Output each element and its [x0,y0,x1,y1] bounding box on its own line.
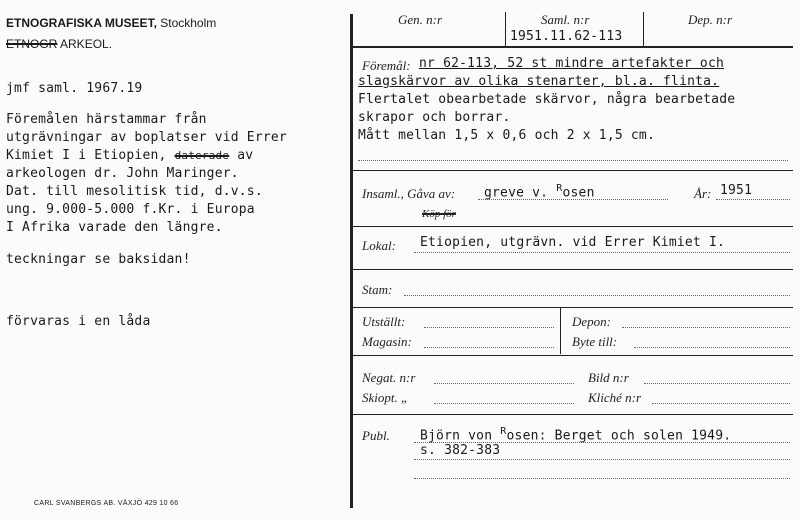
insaml-dotline [478,199,668,200]
storage-note: förvaras i en låda [6,314,151,329]
gen-label: Gen. n:r [398,12,443,27]
foremal-line: Mått mellan 1,5 x 0,6 och 2 x 1,5 cm. [358,128,655,143]
insaml-value-line [484,183,595,200]
description-line: arkeologen dr. John Maringer. [6,166,239,181]
stam-label: Stam: [362,282,393,297]
ar-label: År: [694,186,712,201]
lokal-label: Lokal: [362,238,396,253]
insaml-rule [353,226,793,227]
depon-label: Depon: [572,314,611,329]
description-line: Föremålen härstammar från [6,112,207,127]
kliche-label: Kliché n:r [588,390,642,405]
kop-struck: Köp för [422,208,456,220]
foremal-label: Föremål: [362,58,411,73]
photo-rule [353,414,793,415]
gen-divider [505,12,506,46]
publ-sup: R [500,426,507,437]
publ-line-2: s. 382-383 [420,443,501,458]
museum-name: ETNOGRAFISKA MUSEET, [6,16,157,30]
publ-title: osen: Berget och solen 1949. [506,428,732,444]
insaml-rest: osen [562,185,595,201]
byte-label: Byte till: [572,334,618,349]
header-rule [353,46,793,48]
museum-header [6,16,216,30]
skiopt-dotline [434,403,574,404]
saml-value: 1951.11.62-113 [510,29,623,44]
lokal-rule [353,269,793,270]
publ-line-1 [420,426,731,443]
description-line: Kimiet I i Etiopien, [6,148,167,163]
foremal-line: slagskärvor av olika stenarter, bl.a. flinta. [358,74,720,89]
ar-value: 1951 [720,183,753,198]
printer-imprint: CARL SVANBERGS AB. VÄXJÖ 429 10 66 [34,500,179,507]
publ-dotline-2 [414,459,790,460]
negat-label: Negat. n:r [362,370,416,385]
saml-divider [643,12,644,46]
utstallt-label: Utställt: [362,314,406,329]
department-struck: ETNOGR [6,37,58,51]
kliche-dotline [652,403,790,404]
foremal-line: nr 62-113, 52 st mindre artefakter och [419,56,725,71]
stam-dotline [404,295,790,296]
lokal-dotline [414,252,790,253]
depon-dotline [622,327,790,328]
bild-dotline [644,383,790,384]
reference-note: jmf saml. 1967.19 [6,81,143,96]
publ-author: Björn von [420,428,501,444]
utstallt-dotline [424,327,554,328]
publ-dotline-3 [414,478,790,479]
magasin-dotline [424,347,554,348]
storage-rule [353,355,793,356]
foremal-line: Flertalet obearbetade skärvor, några bearbetade [358,92,736,107]
description-line: ung. 9.000-5.000 f.Kr. i Europa [6,202,255,217]
description-line: I Afrika varade den längre. [6,220,223,235]
description-line: utgrävningar av boplatser vid Errer [6,130,287,145]
insaml-sup: R [556,183,563,194]
foremal-rule [353,170,793,171]
card-left-border [350,14,353,508]
description-line: Dat. till mesolitisk tid, d.v.s. [6,184,263,199]
drawings-note: teckningar se baksidan! [6,252,191,267]
museum-city: Stockholm [160,16,217,30]
ar-dotline [716,199,790,200]
storage-divider [560,308,561,354]
skiopt-label: Skiopt. „ [362,390,409,405]
description-line-end: av [237,148,254,163]
insaml-label: Insaml., Gåva av: [362,186,456,201]
insaml-prefix: greve v. [484,185,557,201]
negat-dotline [434,383,574,384]
byte-dotline [634,347,790,348]
dep-label: Dep. n:r [688,12,733,27]
department-line [6,37,112,51]
foremal-dotline [358,160,788,161]
description-line-3 [6,148,253,163]
struck-word: daterade [174,149,230,162]
saml-label: Saml. n:r [541,12,590,27]
bild-label: Bild n:r [588,370,629,385]
foremal-line: skrapor och borrar. [358,110,511,125]
stam-rule [353,307,793,308]
magasin-label: Magasin: [362,334,412,349]
department: ARKEOL. [60,37,113,51]
publ-label: Publ. [362,428,390,443]
lokal-value: Etiopien, utgrävn. vid Errer Kimiet I. [420,235,726,250]
